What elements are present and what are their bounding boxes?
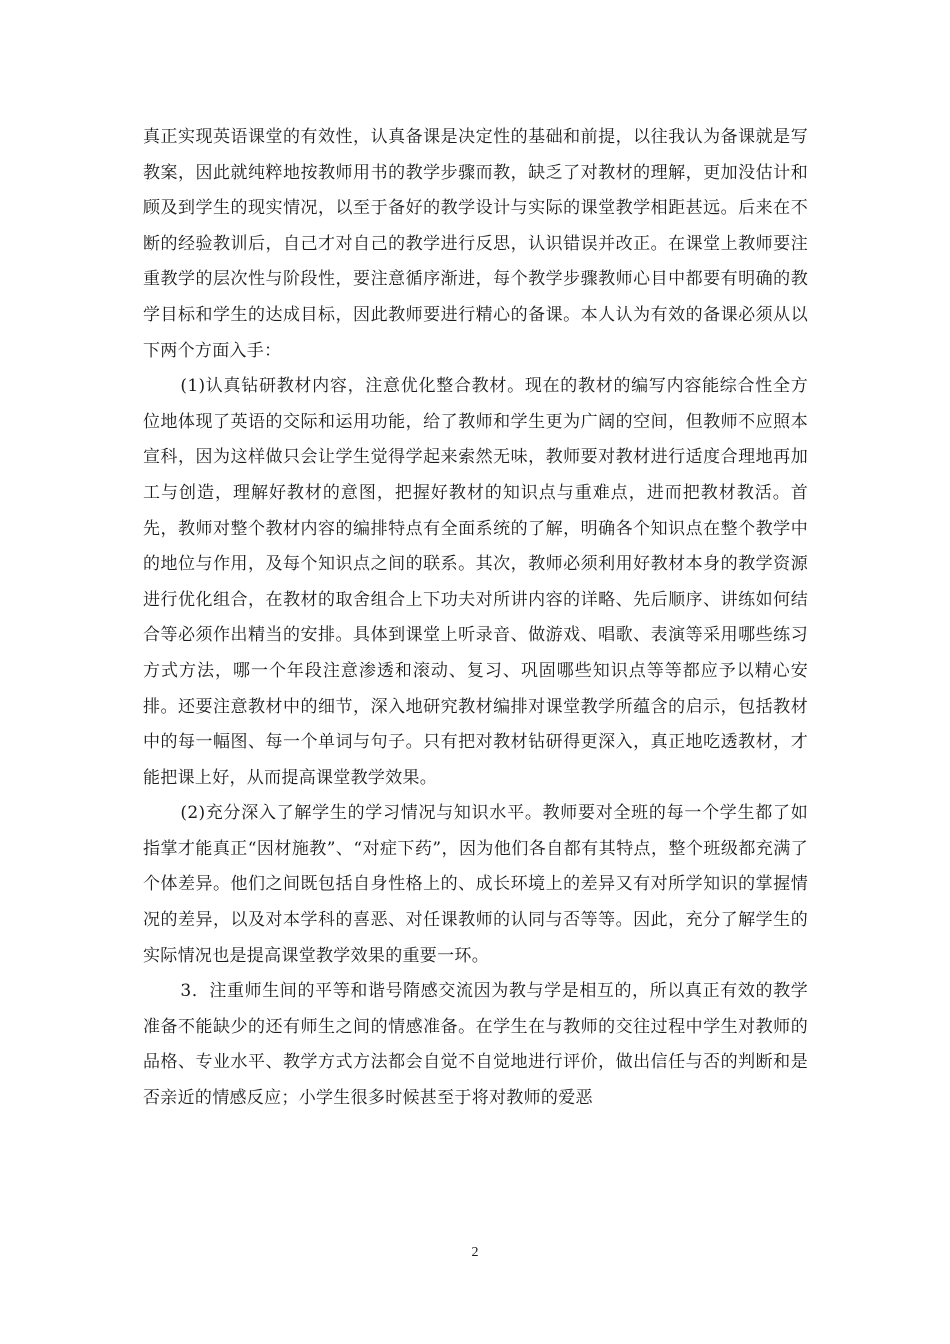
page-number: 2: [471, 1245, 479, 1260]
document-body: [143, 120, 808, 1117]
paragraph-2: (1)认真钻研教材内容，注意优化整合教材。现在的教材的编写内容能综合性全方位地体现了英语的交际和运用功能，给了教师和学生更为广阔的空间，但教师不应照本宣科，因为这样做只会让学生觉得学起来索然无味，教师要对教材进行适度合理地再加工与创造，理解好教材的意图，把握好教材的知识点与重难点，进而把教材教活。首先，教师对整个教材内容的编排特点有全面系统的了解，明确各个知识点在整个教学中的地位与作用，及每个知识点之间的联系。其次，教师必须利用好教材本身的教学资源进行优化组合，在教材的取舍组合上下功夫对所讲内容的详略、先后顺序、讲练如何结合等必须作出精当的安排。具体到课堂上听录音、做游戏、唱歌、表演等采用哪些练习方式方法，哪一个年段注意渗透和滚动、复习、巩固哪些知识点等等都应予以精心安排。还要注意教材中的细节，深入地研究教材编排对课堂教学所蕴含的启示，包括教材中的每一幅图、每一个单词与句子。只有把对教材钻研得更深入，真正地吃透教材，才能把课上好，从而提高课堂教学效果。: [143, 376, 808, 788]
paragraph-1: 真正实现英语课堂的有效性，认真备课是决定性的基础和前提，以往我认为备课就是写教案，因此就纯粹地按教师用书的教学步骤而教，缺乏了对教材的理解，更加没估计和顾及到学生的现实情况，以至于备好的教学设计与实际的课堂教学相距甚远。后来在不断的经验教训后，自己才对自己的教学进行反思，认识错误并改正。在课堂上教师要注重教学的层次性与阶段性，要注意循序渐进，每个教学步骤教师心目中都要有明确的教学目标和学生的达成目标，因此教师要进行精心的备课。本人认为有效的备课必须从以下两个方面入手：: [143, 127, 808, 361]
paragraph-4: 3．注重师生间的平等和谐号隋感交流因为教与学是相互的，所以真正有效的教学准备不能缺少的还有师生之间的情感准备。在学生在与教师的交往过程中学生对教师的品格、专业水平、教学方式方法都会自觉不自觉地进行评价，做出信任与否的判断和是否亲近的情感反应；小学生很多时候甚至于将对教师的爱恶: [143, 981, 808, 1109]
paragraph-3: (2)充分深入了解学生的学习情况与知识水平。教师要对全班的每一个学生都了如指掌才能真正“因材施教”、“对症下药”，因为他们各自都有其特点，整个班级都充满了个体差异。他们之间既包括自身性格上的、成长环境上的差异又有对所学知识的掌握情况的差异，以及对本学科的喜恶、对任课教师的认同与否等等。因此，充分了解学生的实际情况也是提高课堂教学效果的重要一环。: [143, 803, 808, 966]
